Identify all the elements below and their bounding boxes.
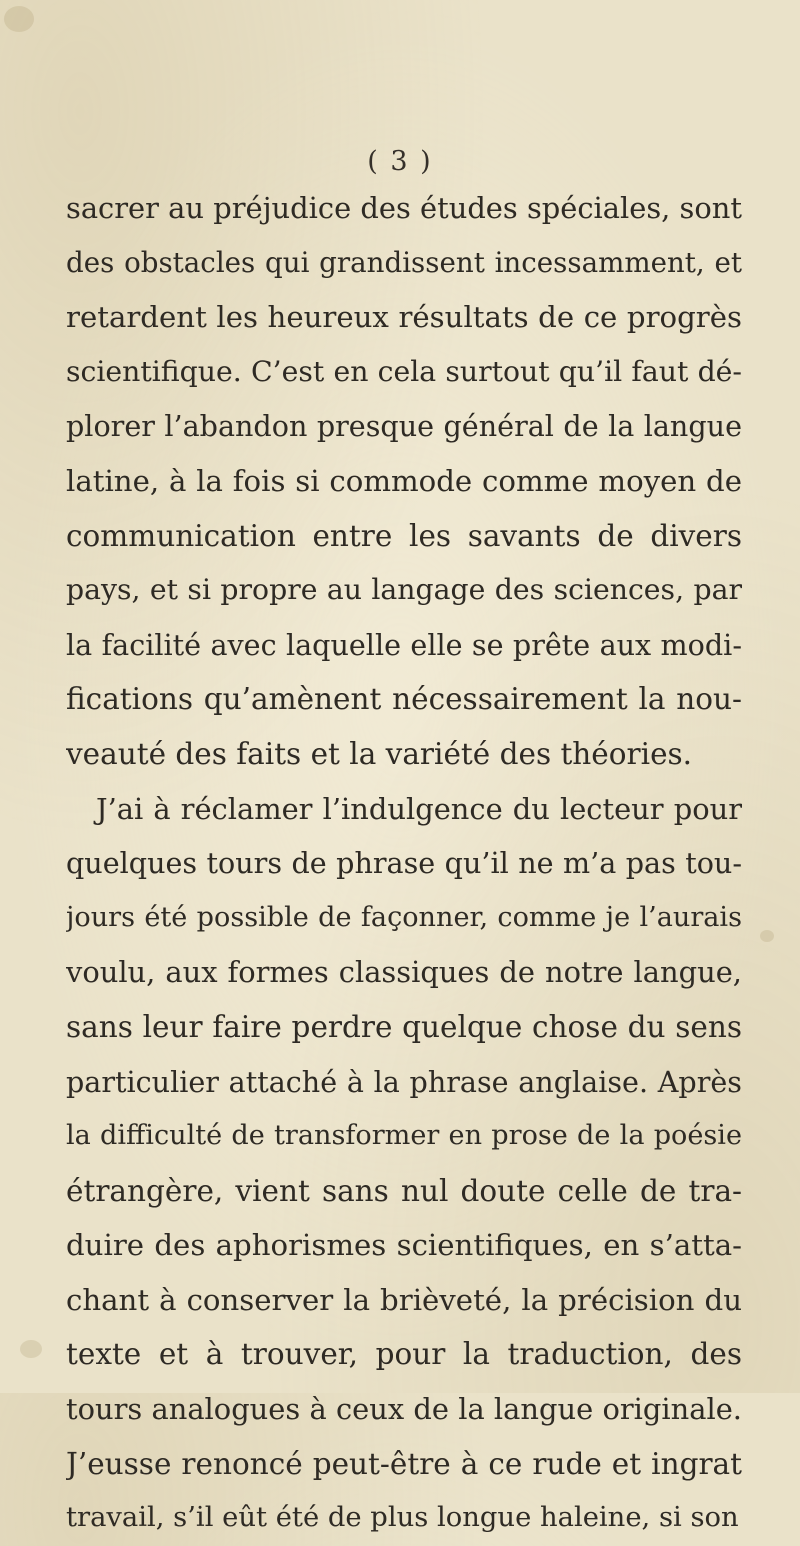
text-line: fications qu’amènent nécessairement la nou- [66,682,742,717]
text-line: plorer l’abandon presque général de la langue [66,409,742,444]
text-line: latine, à la fois si commode comme moyen de [66,463,742,498]
text-line: étrangère, vient sans nul doute celle de tra- [66,1173,742,1208]
text-line: scientifique. C’est en cela surtout qu’il faut dé- [66,354,742,388]
text-line: voulu, aux formes classiques de notre langue, [66,955,742,990]
text-line: la facilité avec laquelle elle se prête aux modi- [66,627,742,662]
text-line: chant à conserver la brièveté, la précision du [66,1282,742,1317]
paper-stain [760,930,774,942]
paper-stain [20,1340,42,1358]
text-line: la difficulté de transformer en prose de la poésie [66,1120,742,1152]
body-text [66,181,742,1546]
paragraph-first-line: J’ai à réclamer l’indulgence du lecteur pour [96,791,742,826]
paper-stain [4,6,34,32]
text-line: texte et à trouver, pour la traduction, des [66,1337,742,1372]
text-line: particulier attaché à la phrase anglaise. Après [66,1064,742,1099]
text-line: des obstacles qui grandissent incessamment, et [66,245,742,279]
text-line: retardent les heureux résultats de ce progrès [66,300,742,335]
text-line: pays, et si propre au langage des sciences, par [66,573,742,607]
text-line: veauté des faits et la variété des théories. [66,736,693,771]
text-line: J’eusse renoncé peut-être à ce rude et ingrat [66,1446,742,1481]
text-line: jours été possible de façonner, comme je l’aurais [66,901,742,933]
text-line: sans leur faire perdre quelque chose du sens [66,1009,742,1044]
text-line: duire des aphorismes scientifiques, en s’atta- [66,1228,742,1263]
text-line: communication entre les savants de divers [66,518,742,553]
text-line: tours analogues à ceux de la langue originale. [66,1392,742,1427]
page-number: ( 3 ) [367,146,433,177]
text-line: sacrer au préjudice des études spéciales, sont [66,191,742,225]
text-line: travail, s’il eût été de plus longue haleine, si son [66,1502,739,1534]
text-line: quelques tours de phrase qu’il ne m’a pas tou- [66,846,742,881]
